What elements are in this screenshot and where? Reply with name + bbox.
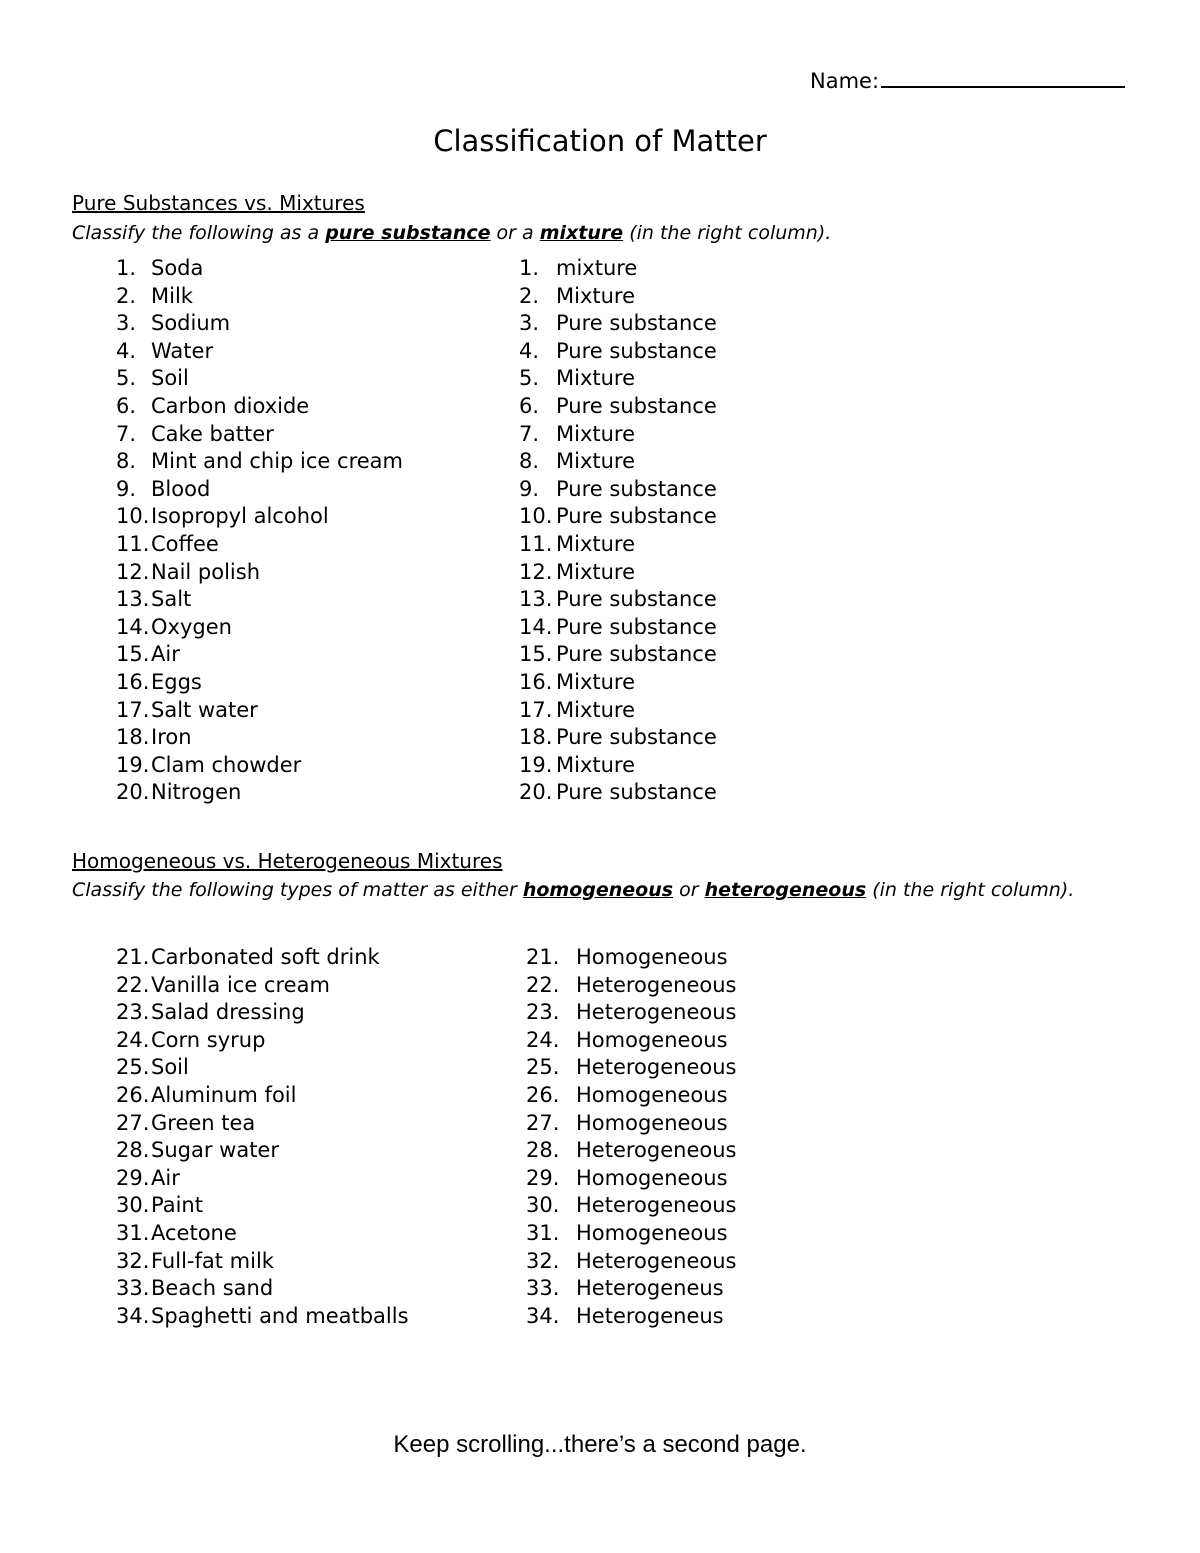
answer-item-number: 12. [519, 559, 553, 584]
matter-item-number: 15. [116, 642, 150, 667]
answer-item [526, 1165, 906, 1193]
matter-item-text: Soil [151, 366, 189, 391]
matter-item-text: Air [151, 642, 180, 667]
answer-item [526, 1248, 906, 1276]
matter-item-number: 27. [116, 1110, 150, 1135]
answer-item-number: 3. [519, 311, 540, 336]
matter-item-text: Salad dressing [151, 1000, 305, 1025]
answer-item-text: Homogeneous [576, 1110, 728, 1135]
matter-item-text: Full-fat milk [151, 1248, 274, 1273]
answer-item [526, 999, 906, 1027]
matter-item-number: 10. [116, 504, 150, 529]
answer-item-text: Homogeneous [576, 945, 728, 969]
matter-item [116, 559, 496, 587]
name-label: Name: [810, 69, 880, 93]
matter-item-number: 28. [116, 1138, 150, 1163]
matter-item-text: Vanilla ice cream [151, 972, 330, 997]
matter-item [116, 338, 496, 366]
matter-item-number: 16. [116, 669, 150, 694]
matter-item [116, 1165, 496, 1193]
matter-item-text: Soil [151, 1055, 189, 1080]
matter-item [116, 669, 496, 697]
answer-item-text: Heterogeneous [576, 1000, 737, 1025]
matter-item-number: 17. [116, 697, 150, 722]
matter-item-number: 11. [116, 531, 150, 556]
answer-item-number: 31. [526, 1220, 560, 1245]
matter-item-text: Mint and chip ice cream [151, 449, 403, 474]
matter-item [116, 1275, 496, 1303]
matter-item-text: Sodium [151, 311, 231, 336]
answer-item-text: Mixture [556, 449, 636, 474]
section1-answer-list [519, 255, 899, 807]
answer-item [519, 559, 899, 587]
matter-item-text: Blood [151, 476, 211, 501]
answer-item-number: 15. [519, 642, 553, 667]
answer-item-text: mixture [556, 256, 638, 280]
matter-item [116, 724, 496, 752]
answer-item-number: 32. [526, 1248, 560, 1273]
matter-item-text: Green tea [151, 1110, 256, 1135]
matter-item-number: 26. [116, 1082, 150, 1107]
matter-item-number: 1. [116, 256, 137, 280]
answer-item-number: 17. [519, 697, 553, 722]
matter-item-text: Aluminum foil [151, 1082, 297, 1107]
answer-item-text: Mixture [556, 669, 636, 694]
answer-item-text: Homogeneous [576, 1220, 728, 1245]
matter-item-number: 32. [116, 1248, 150, 1273]
matter-item-number: 22. [116, 972, 150, 997]
matter-item [116, 1303, 496, 1331]
answer-item-number: 19. [519, 752, 553, 777]
matter-item-number: 29. [116, 1165, 150, 1190]
answer-item-text: Heterogeneous [576, 1193, 737, 1218]
answer-item-number: 7. [519, 421, 540, 446]
answer-item-number: 34. [526, 1303, 560, 1328]
matter-item [116, 503, 496, 531]
answer-item-text: Heterogeneous [576, 1138, 737, 1163]
answer-item-number: 16. [519, 669, 553, 694]
section2-item-list [116, 944, 496, 1330]
answer-item-text: Heterogeneous [576, 1248, 737, 1273]
matter-item [116, 255, 496, 283]
matter-item [116, 1248, 496, 1276]
matter-item-text: Carbonated soft drink [151, 945, 380, 969]
answer-item-text: Mixture [556, 283, 636, 308]
matter-item-text: Spaghetti and meatballs [151, 1303, 409, 1328]
matter-item-text: Clam chowder [151, 752, 302, 777]
answer-item [526, 944, 906, 972]
matter-item-text: Water [151, 338, 214, 363]
answer-item-text: Mixture [556, 531, 636, 556]
matter-item [116, 1054, 496, 1082]
matter-item-text: Nitrogen [151, 780, 242, 805]
matter-item [116, 531, 496, 559]
matter-item-text: Sugar water [151, 1138, 279, 1163]
answer-item [519, 283, 899, 311]
matter-item-number: 30. [116, 1193, 150, 1218]
answer-item [526, 1054, 906, 1082]
matter-item-text: Isopropyl alcohol [151, 504, 329, 529]
matter-item-number: 5. [116, 366, 137, 391]
answer-item [519, 255, 899, 283]
matter-item [116, 1082, 496, 1110]
answer-item-number: 11. [519, 531, 553, 556]
matter-item-number: 7. [116, 421, 137, 446]
answer-item-number: 14. [519, 614, 553, 639]
keyword-pure-substance: pure substance [325, 222, 491, 244]
matter-item-number: 20. [116, 780, 150, 805]
matter-item-text: Acetone [151, 1220, 237, 1245]
answer-item-number: 21. [526, 945, 560, 969]
matter-item [116, 999, 496, 1027]
answer-item [519, 779, 899, 807]
answer-item-number: 5. [519, 366, 540, 391]
keyword-mixture: mixture [539, 222, 624, 244]
answer-item-number: 28. [526, 1138, 560, 1163]
matter-item [116, 779, 496, 807]
answer-item-number: 25. [526, 1055, 560, 1080]
matter-item [116, 365, 496, 393]
matter-item-number: 13. [116, 587, 150, 612]
answer-item-text: Mixture [556, 559, 636, 584]
answer-item [526, 1303, 906, 1331]
matter-item-text: Milk [151, 283, 193, 308]
section2-answer-list [526, 944, 906, 1330]
answer-item [526, 972, 906, 1000]
answer-item-text: Heterogeneous [576, 972, 737, 997]
answer-item [526, 1192, 906, 1220]
answer-item-text: Heterogeneus [576, 1303, 724, 1328]
matter-item-number: 6. [116, 393, 137, 418]
answer-item-text: Pure substance [556, 725, 717, 750]
answer-item-text: Mixture [556, 697, 636, 722]
answer-item-text: Mixture [556, 366, 636, 391]
answer-item [519, 338, 899, 366]
matter-item-number: 14. [116, 614, 150, 639]
matter-item-text: Coffee [151, 531, 219, 556]
answer-item [519, 476, 899, 504]
answer-item [519, 697, 899, 725]
matter-item [116, 972, 496, 1000]
answer-item [519, 669, 899, 697]
answer-item [519, 724, 899, 752]
answer-item-number: 2. [519, 283, 540, 308]
page-title: Classification of Matter [433, 124, 767, 158]
matter-item-text: Carbon dioxide [151, 393, 310, 418]
answer-item [519, 503, 899, 531]
matter-item-number: 33. [116, 1276, 150, 1301]
answer-item-text: Heterogeneous [576, 1055, 737, 1080]
answer-item-number: 10. [519, 504, 553, 529]
matter-item-number: 2. [116, 283, 137, 308]
answer-item-number: 8. [519, 449, 540, 474]
answer-item-text: Heterogeneus [576, 1276, 724, 1301]
matter-item [116, 448, 496, 476]
answer-item-number: 6. [519, 393, 540, 418]
answer-item-text: Pure substance [556, 642, 717, 667]
matter-item-number: 19. [116, 752, 150, 777]
answer-item-number: 9. [519, 476, 540, 501]
answer-item [519, 586, 899, 614]
answer-item-text: Pure substance [556, 311, 717, 336]
answer-item-number: 30. [526, 1193, 560, 1218]
answer-item [526, 1220, 906, 1248]
answer-item [519, 365, 899, 393]
matter-item-number: 23. [116, 1000, 150, 1025]
matter-item [116, 944, 496, 972]
answer-item-text: Pure substance [556, 338, 717, 363]
answer-item [519, 448, 899, 476]
matter-item [116, 697, 496, 725]
section1-instructions: Classify the following as a pure substance or a mixture (in the right column). [72, 222, 832, 244]
answer-item [519, 310, 899, 338]
answer-item [526, 1275, 906, 1303]
answer-item-number: 1. [519, 256, 540, 280]
matter-item-text: Nail polish [151, 559, 261, 584]
answer-item [519, 614, 899, 642]
matter-item-text: Cake batter [151, 421, 274, 446]
answer-item-number: 29. [526, 1165, 560, 1190]
matter-item-number: 9. [116, 476, 137, 501]
answer-item [526, 1027, 906, 1055]
matter-item [116, 752, 496, 780]
answer-item [519, 641, 899, 669]
answer-item-text: Homogeneous [576, 1082, 728, 1107]
answer-item [526, 1082, 906, 1110]
matter-item-number: 4. [116, 338, 137, 363]
matter-item-text: Eggs [151, 669, 202, 694]
matter-item-number: 3. [116, 311, 137, 336]
matter-item [116, 1137, 496, 1165]
section1-heading: Pure Substances vs. Mixtures [72, 191, 365, 215]
answer-item-text: Pure substance [556, 587, 717, 612]
answer-item-text: Homogeneous [576, 1027, 728, 1052]
answer-item-number: 27. [526, 1110, 560, 1135]
matter-item [116, 1027, 496, 1055]
matter-item-number: 31. [116, 1220, 150, 1245]
answer-item [519, 421, 899, 449]
answer-item [519, 393, 899, 421]
matter-item [116, 310, 496, 338]
matter-item-number: 25. [116, 1055, 150, 1080]
matter-item-number: 24. [116, 1027, 150, 1052]
answer-item-number: 24. [526, 1027, 560, 1052]
answer-item-text: Pure substance [556, 780, 717, 805]
matter-item [116, 1192, 496, 1220]
matter-item [116, 586, 496, 614]
answer-item-number: 18. [519, 725, 553, 750]
answer-item-text: Pure substance [556, 393, 717, 418]
answer-item-text: Mixture [556, 752, 636, 777]
matter-item-text: Air [151, 1165, 180, 1190]
answer-item-text: Pure substance [556, 476, 717, 501]
answer-item-text: Homogeneous [576, 1165, 728, 1190]
matter-item-number: 12. [116, 559, 150, 584]
answer-item-number: 26. [526, 1082, 560, 1107]
matter-item [116, 421, 496, 449]
answer-item-number: 4. [519, 338, 540, 363]
name-field [810, 66, 1125, 93]
matter-item [116, 283, 496, 311]
answer-item-text: Pure substance [556, 614, 717, 639]
footer-note: Keep scrolling...there’s a second page. [393, 1431, 807, 1458]
matter-item-number: 8. [116, 449, 137, 474]
answer-item-text: Pure substance [556, 504, 717, 529]
answer-item [519, 531, 899, 559]
section2-heading: Homogeneous vs. Heterogeneous Mixtures [72, 849, 503, 873]
matter-item-text: Beach sand [151, 1276, 274, 1301]
matter-item [116, 476, 496, 504]
answer-item [526, 1110, 906, 1138]
keyword-homogeneous: homogeneous [522, 879, 674, 901]
matter-item-number: 34. [116, 1303, 150, 1328]
matter-item-number: 18. [116, 725, 150, 750]
matter-item [116, 1110, 496, 1138]
answer-item [526, 1137, 906, 1165]
keyword-heterogeneous: heterogeneous [704, 879, 867, 901]
matter-item-text: Soda [151, 256, 204, 280]
matter-item-text: Corn syrup [151, 1027, 266, 1052]
answer-item [519, 752, 899, 780]
matter-item-number: 21. [116, 945, 150, 969]
matter-item [116, 641, 496, 669]
matter-item-text: Iron [151, 725, 192, 750]
section1-item-list [116, 255, 496, 807]
answer-item-number: 23. [526, 1000, 560, 1025]
matter-item-text: Paint [151, 1193, 203, 1218]
answer-item-text: Mixture [556, 421, 636, 446]
section2-instructions: Classify the following types of matter as either homogeneous or heterogeneous (in the right column). [72, 879, 1075, 901]
answer-item-number: 22. [526, 972, 560, 997]
matter-item [116, 614, 496, 642]
matter-item-text: Oxygen [151, 614, 232, 639]
matter-item-text: Salt [151, 587, 192, 612]
name-blank-line[interactable] [881, 66, 1125, 88]
matter-item [116, 393, 496, 421]
matter-item-text: Salt water [151, 697, 258, 722]
matter-item [116, 1220, 496, 1248]
answer-item-number: 20. [519, 780, 553, 805]
answer-item-number: 13. [519, 587, 553, 612]
answer-item-number: 33. [526, 1276, 560, 1301]
